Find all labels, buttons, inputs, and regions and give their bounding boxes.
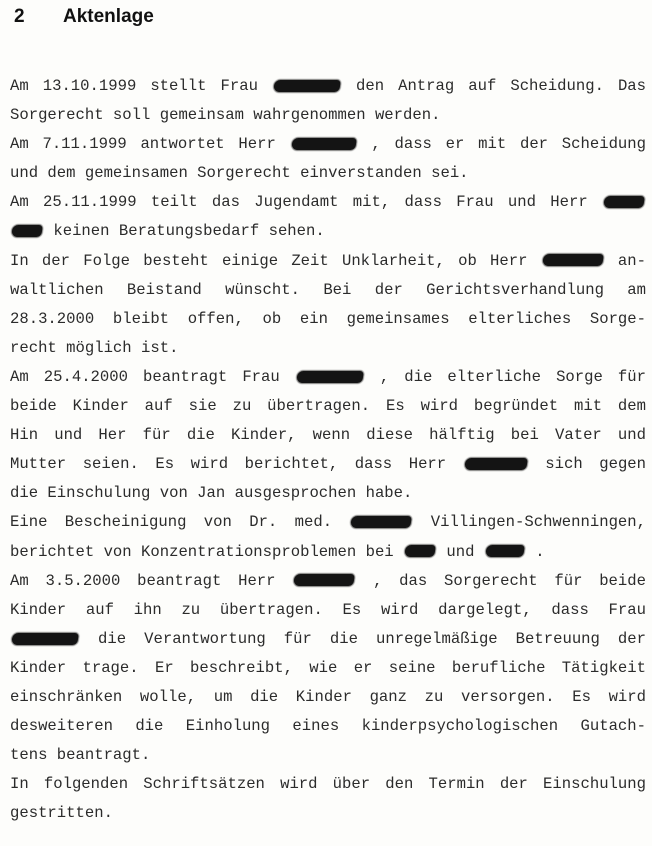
section-number: 2 <box>14 6 25 27</box>
redaction-mark <box>293 574 355 586</box>
text-line <box>10 247 646 276</box>
text-segment: , das Sorgerecht für beide <box>373 571 646 590</box>
text-line <box>10 130 646 159</box>
redaction-mark <box>11 633 79 645</box>
text-segment: Villingen-Schwenningen, <box>430 513 647 532</box>
text-segment: Eine Bescheinigung von Dr. med. <box>10 513 333 532</box>
text-line <box>10 770 646 799</box>
redaction-mark <box>291 138 357 150</box>
text-segment: beide Kinder auf sie zu übertragen. Es wird begründet mit dem <box>10 397 646 416</box>
text-segment: 28.3.2000 bleibt offen, ob ein gemeinsames elterliches Sorge- <box>10 309 646 328</box>
text-segment: Mutter seien. Es wird berichtet, dass Herr <box>10 455 447 474</box>
text-segment: Am 13.10.1999 stellt Frau <box>10 77 258 95</box>
text-segment: und <box>446 542 475 561</box>
text-line <box>10 479 646 508</box>
text-segment: einschränken wolle, um die Kinder ganz zu versorgen. Es wird <box>10 687 646 706</box>
text-line <box>10 683 646 712</box>
text-line <box>10 159 646 188</box>
text-line <box>10 567 646 596</box>
text-line <box>10 188 646 217</box>
text-segment: . <box>535 542 545 561</box>
text-segment: In der Folge besteht einige Zeit Unklarheit, ob Herr <box>10 251 528 270</box>
text-segment: sich gegen <box>545 455 647 474</box>
text-line <box>10 712 646 741</box>
text-segment: Am 3.5.2000 beantragt Herr <box>10 571 276 590</box>
redaction-mark <box>351 516 413 528</box>
text-segment: , dass er mit der Scheidung <box>371 135 647 154</box>
text-segment: an- <box>617 251 646 270</box>
text-line <box>10 625 646 654</box>
text-segment: , die elterliche Sorge für <box>379 367 646 386</box>
text-segment: berichtet von Konzentrationsproblemen bei <box>10 542 394 561</box>
text-line <box>10 363 646 392</box>
text-line <box>10 654 646 683</box>
redaction-mark <box>404 545 436 557</box>
redaction-mark <box>296 371 364 383</box>
text-line <box>10 538 646 567</box>
text-segment: Am 25.4.2000 beantragt Frau <box>10 367 280 386</box>
redaction-mark <box>11 225 43 237</box>
text-segment: den Antrag auf Scheidung. Das <box>356 77 647 95</box>
text-line <box>10 421 646 450</box>
text-line <box>10 799 646 828</box>
text-segment: Am 25.11.1999 teilt das Jugendamt mit, dass Frau und Herr <box>10 193 588 212</box>
text-line <box>10 450 646 479</box>
text-segment: Kinder trage. Er beschreibt, wie er seine berufliche Tätigkeit <box>10 658 646 677</box>
text-segment: die Einschulung von Jan ausgesprochen habe. <box>10 484 413 503</box>
redaction-mark <box>603 196 645 208</box>
redaction-mark <box>542 254 604 266</box>
text-line <box>10 334 646 363</box>
section-heading <box>14 6 154 28</box>
text-line <box>10 508 646 537</box>
text-segment: Kinder auf ihn zu übertragen. Es wird dargelegt, dass Frau <box>10 600 646 619</box>
text-segment: und dem gemeinsamen Sorgerecht einverstanden sei. <box>10 164 469 183</box>
text-segment: Sorgerecht soll gemeinsam wahrgenommen werden. <box>10 106 441 125</box>
redaction-mark <box>273 80 341 92</box>
text-segment: waltlichen Beistand wünscht. Bei der Gerichtsverhandlung am <box>10 280 646 299</box>
text-segment: recht möglich ist. <box>10 338 179 357</box>
text-line <box>10 276 646 305</box>
text-segment: die Verantwortung für die unregelmäßige Betreuung der <box>98 629 646 648</box>
redaction-mark <box>464 458 528 470</box>
text-line <box>10 305 646 334</box>
text-segment: keinen Beratungsbedarf sehen. <box>53 222 325 241</box>
text-line <box>10 72 646 101</box>
text-line <box>10 596 646 625</box>
text-segment: Hin und Her für die Kinder, wenn diese hälftig bei Vater und <box>10 426 646 445</box>
text-segment: tens beantragt. <box>10 746 151 765</box>
document-body <box>10 72 646 828</box>
text-line <box>10 392 646 421</box>
text-line <box>10 217 646 246</box>
text-line <box>10 101 646 130</box>
redaction-mark <box>485 545 525 557</box>
text-segment: Am 7.11.1999 antwortet Herr <box>10 135 276 154</box>
text-segment: gestritten. <box>10 804 113 823</box>
text-segment: desweiteren die Einholung eines kinderpsychologischen Gutach- <box>10 717 646 736</box>
section-title: Aktenlage <box>63 6 154 27</box>
text-segment: In folgenden Schriftsätzen wird über den Termin der Einschulung <box>10 775 646 794</box>
text-line <box>10 741 646 770</box>
